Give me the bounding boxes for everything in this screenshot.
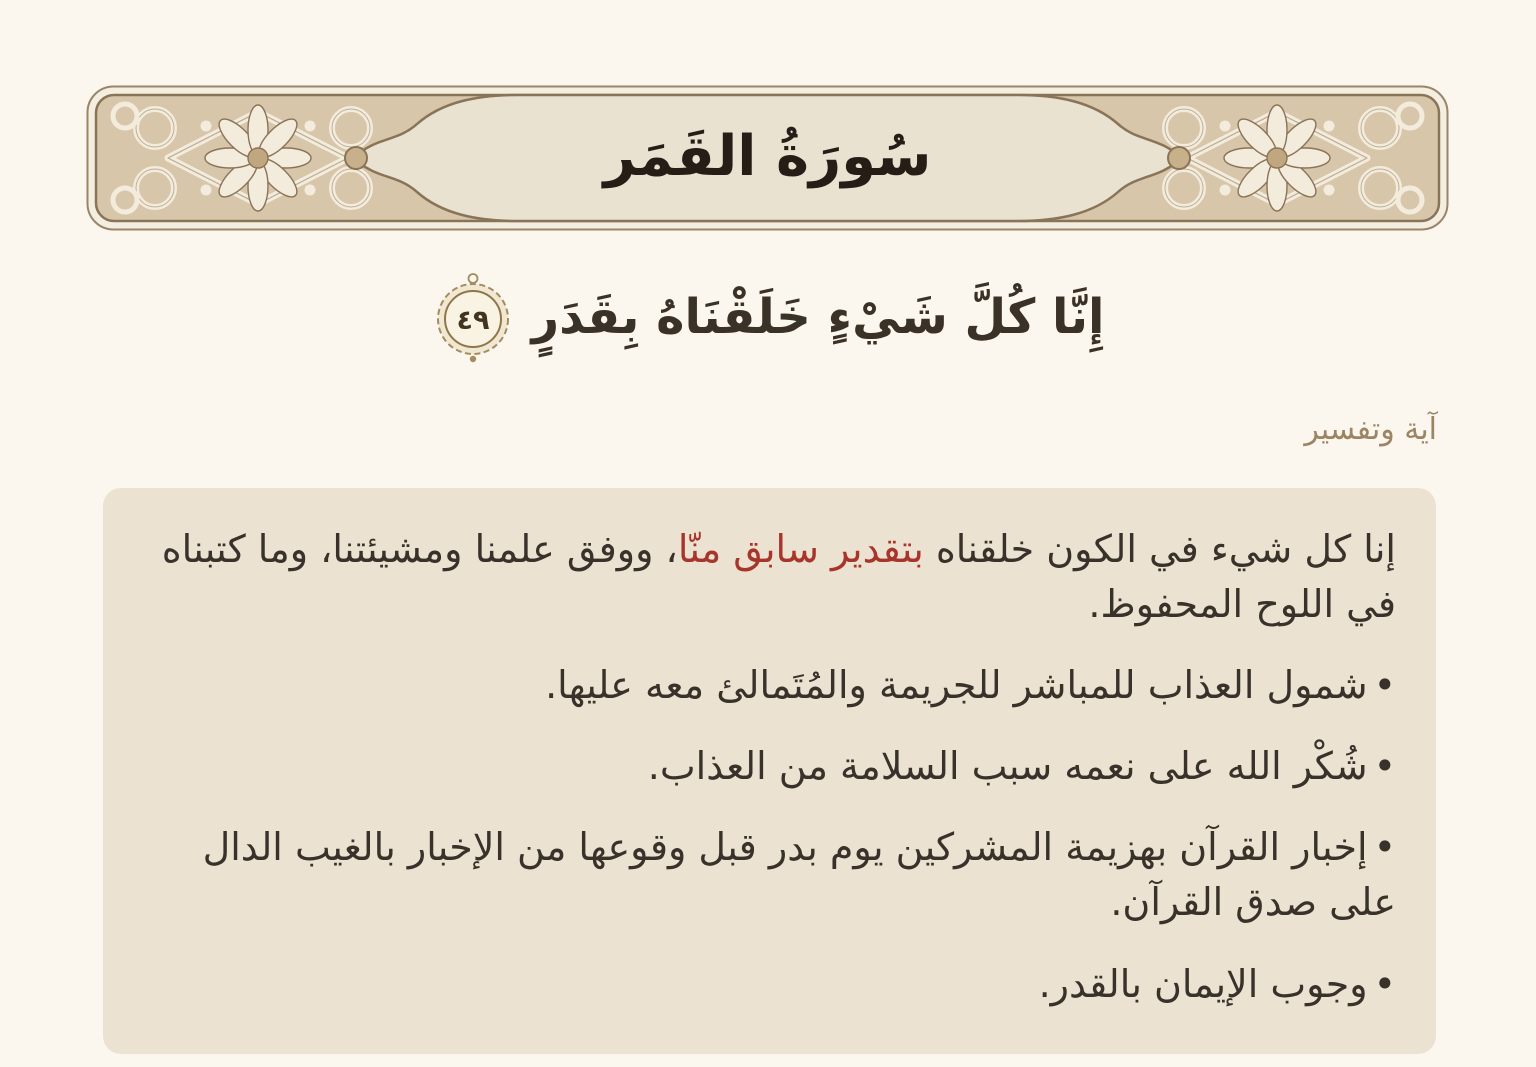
bullet-item	[143, 658, 1396, 713]
tafsir-intro-highlight: بتقدير سابق منّا	[677, 527, 924, 571]
bullet-text: شمول العذاب للمباشر للجريمة والمُتَمالئ معه عليها.	[545, 663, 1368, 708]
bullet-text: إخبار القرآن بهزيمة المشركين يوم بدر قبل وقوعها من الإخبار بالغيب الدال على صدق القرآن.	[202, 825, 1396, 925]
verse-text: إِنَّا كُلَّ شَيْءٍ خَلَقْنَاهُ بِقَدَرٍ	[531, 289, 1105, 345]
verse-number: ٤٩	[457, 305, 490, 336]
bullet-marker: •	[1373, 744, 1396, 789]
verse-row	[0, 252, 1536, 382]
tafsir-intro-part1: إنا كل شيء في الكون خلقناه	[923, 527, 1396, 571]
bullet-text: شُكْر الله على نعمه سبب السلامة من العذاب.	[647, 744, 1368, 789]
bullet-marker: •	[1373, 961, 1396, 1006]
tafsir-intro	[143, 522, 1396, 632]
bullet-text: وجوب الإيمان بالقدر.	[1038, 961, 1368, 1006]
surah-title: سُورَةُ القَمَر	[603, 123, 932, 189]
bullet-item	[143, 739, 1396, 794]
bullet-marker: •	[1373, 825, 1396, 870]
verse-number-medallion-icon	[431, 270, 515, 364]
section-label: آية وتفسير	[1304, 412, 1437, 447]
tafsir-box	[103, 488, 1436, 1054]
tafsir-intro-part2: ، ووفق علمنا ومشيئتنا، وما كتبناه في اللوح المحفوظ.	[161, 527, 1396, 627]
bullet-item	[143, 957, 1396, 1012]
bullet-item	[143, 820, 1396, 930]
surah-banner	[85, 84, 1450, 232]
bullet-marker: •	[1373, 663, 1396, 708]
